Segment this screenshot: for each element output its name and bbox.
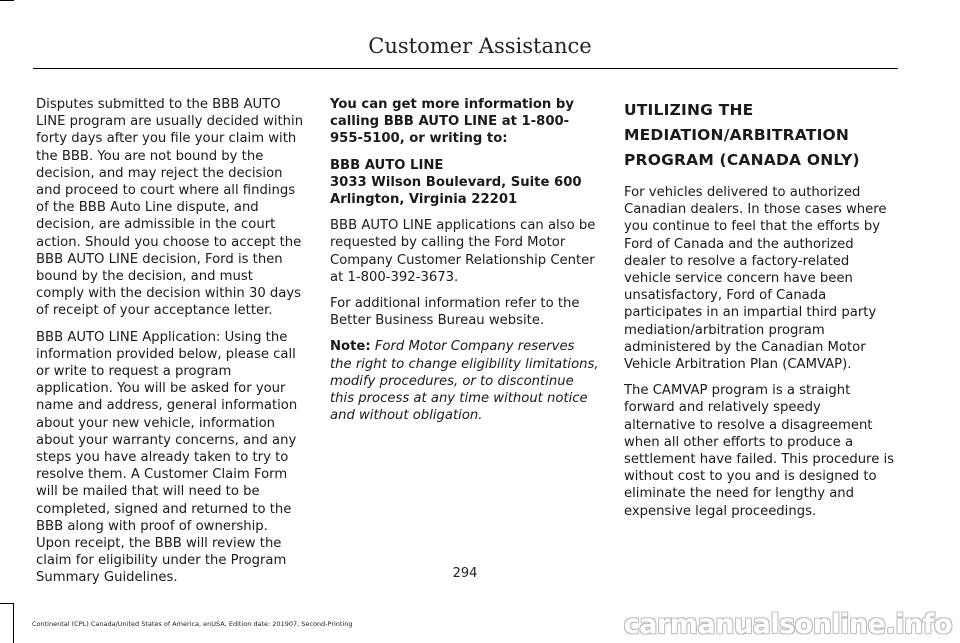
crop-mark-bottom-left-horizontal xyxy=(0,603,14,604)
address-line-3: Arlington, Virginia 22201 xyxy=(330,192,518,208)
crop-mark-top-left xyxy=(0,0,14,1)
paragraph-applications: BBB AUTO LINE applications can also be requested by calling the Ford Motor Company Customer Relationship Center at 1-800-392-3673. xyxy=(330,218,596,285)
paragraph-contact-intro: You can get more information by calling BBB AUTO LINE at 1-800-955-5100, or writing to: xyxy=(330,97,574,147)
section-heading: UTILIZING THE MEDIATION/ARBITRATION PROGRAM (CANADA ONLY) xyxy=(624,101,860,169)
note-text: Ford Motor Company reserves the right to change eligibility limitations, modify procedures, or to discontinue this process at any time without notice and without obligation. xyxy=(330,339,599,424)
header-divider xyxy=(33,68,898,69)
column-middle xyxy=(330,96,600,433)
edition-footer: Continental (CPL) Canada/United States of America, enUSA, Edition date: 201907, Second-Printing xyxy=(32,620,353,628)
column-right xyxy=(624,96,896,529)
address-line-1: BBB AUTO LINE xyxy=(330,157,444,173)
column-left xyxy=(36,96,304,596)
paragraph-disputes: Disputes submitted to the BBB AUTO LINE program are usually decided within forty days after you file your claim with the BBB. You are not bound by the decision, and may reject the decision and proceed to court where all findings of the BBB Auto Line dispute, and decision, are admissible in the court action. Should you choose to accept the BBB AUTO LINE decision, Ford is then bound by the decision, and must comply with the decision within 30 days of receipt of your acceptance letter. xyxy=(36,97,304,319)
page-number: 294 xyxy=(452,566,478,581)
paragraph-camvap: The CAMVAP program is a straight forward and relatively speedy alternative to resolve a disagreement when all other efforts to produce a settlement have failed. This procedure is without cost to you and is designed to eliminate the need for lengthy and expensive legal proceedings. xyxy=(624,383,895,519)
watermark: carmanualsonline.info xyxy=(623,609,952,640)
address-line-2: 3033 Wilson Boulevard, Suite 600 xyxy=(330,174,582,190)
paragraph-additional-info: For additional information refer to the Better Business Bureau website. xyxy=(330,296,580,329)
page-header-title: Customer Assistance xyxy=(368,34,592,58)
paragraph-canada-vehicles: For vehicles delivered to authorized Canadian dealers. In those cases where you continue to feel that the efforts by Ford of Canada and the authorized dealer to resolve a factory-related vehicle service concern have been unsatisfactory, Ford of Canada participates in an impartial third party mediation/arbitration program administered by the Canadian Motor Vehicle Arbitration Plan (CAMVAP). xyxy=(624,185,887,373)
note-label: Note: xyxy=(330,339,371,355)
crop-mark-bottom-left-vertical xyxy=(13,603,14,643)
mailing-address xyxy=(330,157,600,209)
paragraph-application: BBB AUTO LINE Application: Using the information provided below, please call or write to request a program application. You will be asked for your name and address, general information about your new vehicle, information about your warranty concerns, and any steps you have already taken to try to resolve them. A Customer Claim Form will be mailed that will need to be completed, signed and returned to the BBB along with proof of ownership. Upon receipt, the BBB will review the claim for eligibility under the Program Summary Guidelines. xyxy=(36,329,298,586)
note xyxy=(330,338,600,424)
